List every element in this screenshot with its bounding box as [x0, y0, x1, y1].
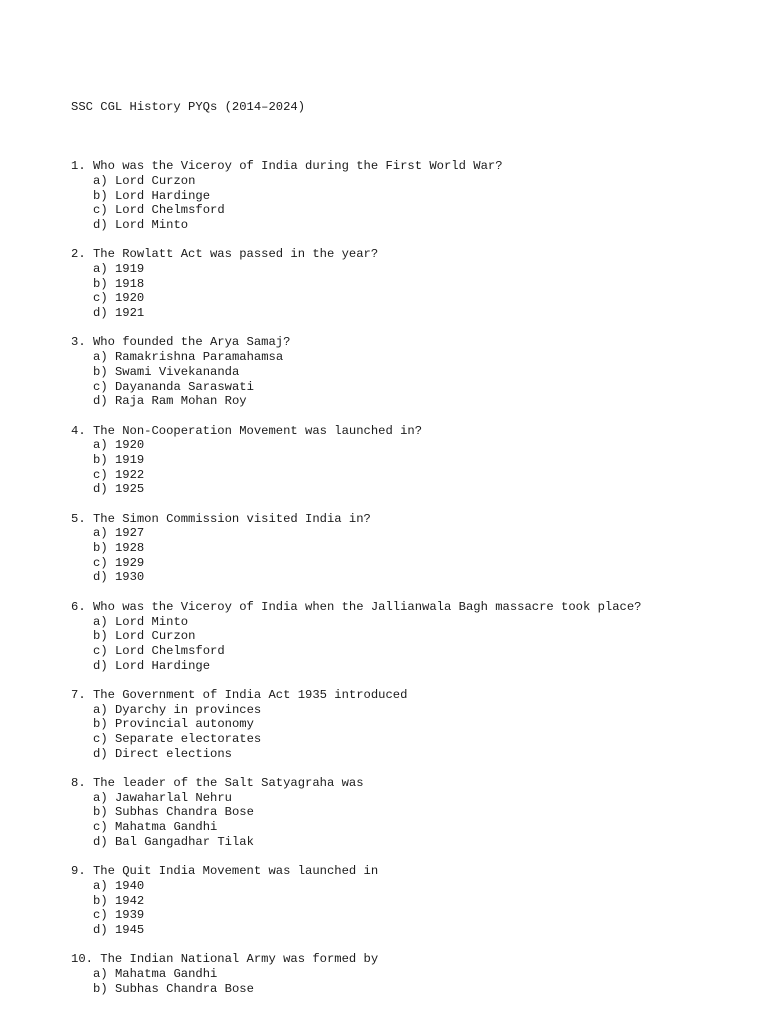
answer-option: c) Lord Chelmsford [93, 643, 225, 658]
question-block [71, 335, 751, 408]
answer-option: c) 1939 [93, 908, 145, 923]
question-text: 6. Who was the Viceroy of India when the Jallianwala Bagh massacre took place? [71, 599, 642, 614]
answer-option: a) Dyarchy in provinces [93, 702, 262, 717]
answer-option: b) 1942 [93, 893, 145, 908]
question-block [71, 688, 751, 761]
answer-option: b) Subhas Chandra Bose [93, 981, 254, 996]
answer-option: d) Lord Hardinge [93, 658, 211, 673]
answer-option: d) 1921 [93, 306, 145, 321]
answer-option: c) Dayananda Saraswati [93, 379, 254, 394]
answer-option: d) Bal Gangadhar Tilak [93, 834, 254, 849]
question-text: 3. Who founded the Arya Samaj? [71, 335, 291, 350]
answer-option: a) 1919 [93, 262, 145, 276]
answer-option: d) 1930 [93, 570, 145, 585]
answer-option: b) Subhas Chandra Bose [93, 805, 254, 820]
question-text: 10. The Indian National Army was formed by [71, 952, 379, 967]
answer-option: b) Lord Curzon [93, 629, 196, 644]
question-block [71, 952, 751, 996]
answer-option: a) Jawaharlal Nehru [93, 790, 232, 805]
answer-option: c) 1922 [93, 467, 145, 482]
answer-option: b) Swami Vivekananda [93, 364, 240, 379]
question-text: 5. The Simon Commission visited India in? [71, 511, 371, 526]
answer-option: a) Lord Curzon [93, 173, 196, 188]
answer-option: a) Ramakrishna Paramahamsa [93, 350, 284, 365]
question-text: 4. The Non-Cooperation Movement was launched in? [71, 423, 423, 438]
answer-option: c) Mahatma Gandhi [93, 820, 218, 835]
answer-option: d) 1945 [93, 922, 145, 937]
question-block [71, 864, 751, 937]
question-block [71, 247, 751, 320]
question-block [71, 512, 751, 585]
answer-option: b) 1918 [93, 276, 145, 291]
answer-option: c) 1929 [93, 555, 145, 570]
question-text: 9. The Quit India Movement was launched in [71, 864, 379, 879]
answer-option: d) Lord Minto [93, 217, 189, 232]
question-list [71, 159, 751, 996]
answer-option: d) 1925 [93, 482, 145, 497]
question-block [71, 424, 751, 497]
answer-option: a) 1940 [93, 878, 145, 893]
question-block [71, 600, 751, 673]
answer-option: a) 1927 [93, 526, 145, 541]
document-page [71, 71, 751, 1026]
question-text: 2. The Rowlatt Act was passed in the year? [71, 247, 379, 262]
question-block [71, 159, 751, 232]
answer-option: a) 1920 [93, 438, 145, 453]
answer-option: b) Lord Hardinge [93, 188, 211, 203]
answer-option: b) 1919 [93, 452, 145, 467]
question-block [71, 776, 751, 849]
document-title: SSC CGL History PYQs (2014–2024) [71, 100, 306, 115]
answer-option: c) 1920 [93, 291, 145, 306]
answer-option: c) Lord Chelmsford [93, 203, 225, 218]
answer-option: a) Lord Minto [93, 614, 189, 629]
answer-option: c) Separate electorates [93, 732, 262, 746]
answer-option: b) Provincial autonomy [93, 717, 254, 732]
answer-option: d) Raja Ram Mohan Roy [93, 394, 247, 409]
question-text: 8. The leader of the Salt Satyagraha was [71, 776, 364, 791]
question-text: 7. The Government of India Act 1935 introduced [71, 687, 408, 702]
answer-option: b) 1928 [93, 541, 145, 556]
question-text: 1. Who was the Viceroy of India during the First World War? [71, 159, 503, 174]
answer-option: d) Direct elections [93, 746, 232, 761]
answer-option: a) Mahatma Gandhi [93, 967, 218, 981]
